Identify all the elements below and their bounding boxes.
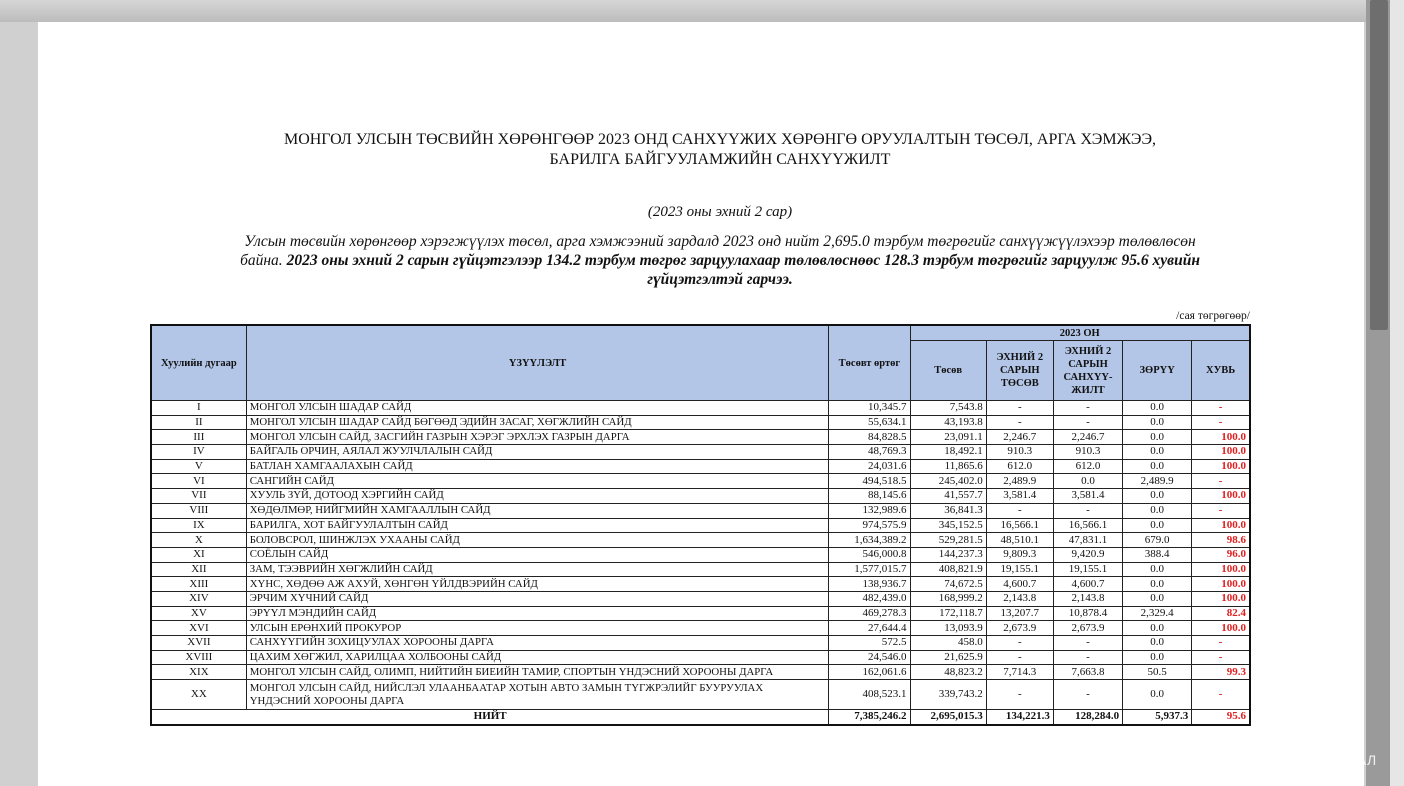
row-name: ХҮНС, ХӨДӨӨ АЖ АХУЙ, ХӨНГӨН ҮЙЛДВЭРИЙН САЙД <box>246 577 829 592</box>
summary-bold-text: 2023 оны эхний 2 сарын гүйцэтгэлээр 134.2 тэрбум төгрөг зарцуулахаар төлөвлөснөөс 128.3 тэрбум төгрөгийг зарцуулж 95.6 хувийн гүйцэтгэлтэй гарчээ. <box>286 252 1200 288</box>
row-plan: 4,600.7 <box>986 577 1053 592</box>
row-percent: - <box>1192 415 1250 430</box>
row-number: XVII <box>151 636 246 651</box>
row-percent: 100.0 <box>1192 489 1250 504</box>
table-row <box>151 606 1250 621</box>
row-difference: 0.0 <box>1123 430 1192 445</box>
row-percent: 100.0 <box>1192 621 1250 636</box>
total-row <box>151 710 1250 725</box>
row-name: САНХҮҮГИЙН ЗОХИЦУУЛАХ ХОРООНЫ ДАРГА <box>246 636 829 651</box>
row-name: ЭРЧИМ ХҮЧНИЙ САЙД <box>246 591 829 606</box>
table-row <box>151 650 1250 665</box>
row-budget: 458.0 <box>910 636 986 651</box>
table-row <box>151 415 1250 430</box>
row-difference: 0.0 <box>1123 577 1192 592</box>
row-financing: 612.0 <box>1053 459 1122 474</box>
header-difference: ЗӨРҮҮ <box>1123 341 1192 401</box>
row-plan: 2,489.9 <box>986 474 1053 489</box>
row-difference: 2,489.9 <box>1123 474 1192 489</box>
row-name: САНГИЙН САЙД <box>246 474 829 489</box>
row-percent: 100.0 <box>1192 577 1250 592</box>
unit-note: /сая төгрөгөөр/ <box>1176 310 1250 322</box>
row-financing: - <box>1053 401 1122 416</box>
row-number: XVIII <box>151 650 246 665</box>
row-number: X <box>151 533 246 548</box>
row-financing: 4,600.7 <box>1053 577 1122 592</box>
row-number: IX <box>151 518 246 533</box>
row-plan: 2,673.9 <box>986 621 1053 636</box>
row-budget: 345,152.5 <box>910 518 986 533</box>
table-row <box>151 459 1250 474</box>
row-difference: 0.0 <box>1123 445 1192 460</box>
table-row <box>151 401 1250 416</box>
row-cost: 84,828.5 <box>829 430 910 445</box>
row-name: БАЙГАЛЬ ОРЧИН, АЯЛАЛ ЖУУЛЧЛАЛЫН САЙД <box>246 445 829 460</box>
row-financing: 3,581.4 <box>1053 489 1122 504</box>
table-row <box>151 518 1250 533</box>
row-number: XIII <box>151 577 246 592</box>
watermark: МОНГОЛ УЛСЫН ИХ ХУРАЛ <box>1180 752 1377 768</box>
table-row <box>151 665 1250 680</box>
row-financing: 10,878.4 <box>1053 606 1122 621</box>
row-plan: 7,714.3 <box>986 665 1053 680</box>
row-name: БАТЛАН ХАМГААЛАХЫН САЙД <box>246 459 829 474</box>
row-difference: 0.0 <box>1123 621 1192 636</box>
row-budget: 529,281.5 <box>910 533 986 548</box>
row-difference: 0.0 <box>1123 636 1192 651</box>
table-row <box>151 503 1250 518</box>
row-percent: 100.0 <box>1192 562 1250 577</box>
row-budget: 172,118.7 <box>910 606 986 621</box>
row-financing: 0.0 <box>1053 474 1122 489</box>
row-number: XV <box>151 606 246 621</box>
summary-plain-text: Улсын төсвийн хөрөнгөөр хэрэгжүүлэх төсөл, арга хэмжээний зардалд 2023 онд нийт 2,695.0 тэрбум төгрөгийг санхүүжүүлэхээр төлөвлөсөн байна. <box>240 233 1196 269</box>
row-budget: 11,865.6 <box>910 459 986 474</box>
table-row <box>151 591 1250 606</box>
header-law-number: Хуулийн дугаар <box>151 325 246 401</box>
row-percent: 100.0 <box>1192 445 1250 460</box>
header-estimated-cost: Төсөвт өртөг <box>829 325 910 401</box>
row-difference: 0.0 <box>1123 680 1192 710</box>
row-name: ЦАХИМ ХӨГЖИЛ, ХАРИЛЦАА ХОЛБООНЫ САЙД <box>246 650 829 665</box>
row-financing: 7,663.8 <box>1053 665 1122 680</box>
row-cost: 10,345.7 <box>829 401 910 416</box>
table-row <box>151 445 1250 460</box>
row-financing: 9,420.9 <box>1053 547 1122 562</box>
row-budget: 168,999.2 <box>910 591 986 606</box>
row-number: XI <box>151 547 246 562</box>
table-row <box>151 474 1250 489</box>
row-number: XVI <box>151 621 246 636</box>
row-percent: 100.0 <box>1192 459 1250 474</box>
row-plan: 3,581.4 <box>986 489 1053 504</box>
row-financing: 2,673.9 <box>1053 621 1122 636</box>
row-cost: 27,644.4 <box>829 621 910 636</box>
row-financing: 910.3 <box>1053 445 1122 460</box>
row-percent: - <box>1192 474 1250 489</box>
row-plan: - <box>986 401 1053 416</box>
row-percent: 82.4 <box>1192 606 1250 621</box>
table-row <box>151 547 1250 562</box>
row-financing: - <box>1053 415 1122 430</box>
total-cost: 7,385,246.2 <box>829 710 910 725</box>
table-body <box>151 401 1250 710</box>
row-budget: 74,672.5 <box>910 577 986 592</box>
table-row <box>151 533 1250 548</box>
row-plan: - <box>986 650 1053 665</box>
row-name: ЗАМ, ТЭЭВРИЙН ХӨГЖЛИЙН САЙД <box>246 562 829 577</box>
row-plan: - <box>986 680 1053 710</box>
financing-table <box>150 324 1251 726</box>
header-year: 2023 ОН <box>910 325 1250 341</box>
row-difference: 0.0 <box>1123 459 1192 474</box>
row-cost: 55,634.1 <box>829 415 910 430</box>
row-cost: 546,000.8 <box>829 547 910 562</box>
row-number: V <box>151 459 246 474</box>
row-plan: 910.3 <box>986 445 1053 460</box>
row-budget: 18,492.1 <box>910 445 986 460</box>
row-financing: 2,143.8 <box>1053 591 1122 606</box>
row-number: II <box>151 415 246 430</box>
row-financing: 47,831.1 <box>1053 533 1122 548</box>
row-difference: 50.5 <box>1123 665 1192 680</box>
table-row <box>151 636 1250 651</box>
total-percent: 95.6 <box>1192 710 1250 725</box>
row-cost: 24,546.0 <box>829 650 910 665</box>
row-number: III <box>151 430 246 445</box>
row-budget: 36,841.3 <box>910 503 986 518</box>
document-subtitle: (2023 оны эхний 2 сар) <box>647 204 793 220</box>
total-label: НИЙТ <box>151 710 829 725</box>
row-percent: 98.6 <box>1192 533 1250 548</box>
right-margin <box>1390 0 1404 786</box>
row-number: IV <box>151 445 246 460</box>
row-financing: - <box>1053 636 1122 651</box>
total-budget: 2,695,015.3 <box>910 710 986 725</box>
row-plan: 2,246.7 <box>986 430 1053 445</box>
row-plan: 48,510.1 <box>986 533 1053 548</box>
table-row <box>151 489 1250 504</box>
table-row <box>151 577 1250 592</box>
row-percent: 100.0 <box>1192 430 1250 445</box>
total-plan: 134,221.3 <box>986 710 1053 725</box>
row-difference: 679.0 <box>1123 533 1192 548</box>
row-plan: 19,155.1 <box>986 562 1053 577</box>
table-row <box>151 621 1250 636</box>
row-number: XIV <box>151 591 246 606</box>
row-difference: 0.0 <box>1123 562 1192 577</box>
row-difference: 0.0 <box>1123 650 1192 665</box>
header-indicator: ҮЗҮҮЛЭЛТ <box>246 325 829 401</box>
row-budget: 144,237.3 <box>910 547 986 562</box>
row-number: XX <box>151 680 246 710</box>
row-name: БОЛОВСРОЛ, ШИНЖЛЭХ УХААНЫ САЙД <box>246 533 829 548</box>
row-percent: 100.0 <box>1192 518 1250 533</box>
row-name: МОНГОЛ УЛСЫН САЙД, ОЛИМП, НИЙТИЙН БИЕИЙН ТАМИР, СПОРТЫН ҮНДЭСНИЙ ХОРООНЫ ДАРГА <box>246 665 829 680</box>
row-difference: 0.0 <box>1123 415 1192 430</box>
row-name: МОНГОЛ УЛСЫН ШАДАР САЙД <box>246 401 829 416</box>
row-budget: 13,093.9 <box>910 621 986 636</box>
row-budget: 7,543.8 <box>910 401 986 416</box>
row-number: XII <box>151 562 246 577</box>
table-row <box>151 562 1250 577</box>
table-row <box>151 680 1250 710</box>
row-financing: - <box>1053 503 1122 518</box>
row-name: ЭРҮҮЛ МЭНДИЙН САЙД <box>246 606 829 621</box>
row-cost: 572.5 <box>829 636 910 651</box>
document-title: МОНГОЛ УЛСЫН ТӨСВИЙН ХӨРӨНГӨӨР 2023 ОНД САНХҮҮЖИХ ХӨРӨНГӨ ОРУУЛАЛТЫН ТӨСӨЛ, АРГА ХЭМЖЭЭ, БАРИЛГА БАЙГУУЛАМЖИЙН САНХҮҮЖИЛТ <box>283 131 1157 168</box>
row-cost: 408,523.1 <box>829 680 910 710</box>
row-difference: 0.0 <box>1123 503 1192 518</box>
row-plan: 612.0 <box>986 459 1053 474</box>
row-financing: 16,566.1 <box>1053 518 1122 533</box>
row-cost: 1,634,389.2 <box>829 533 910 548</box>
row-budget: 23,091.1 <box>910 430 986 445</box>
row-cost: 88,145.6 <box>829 489 910 504</box>
row-budget: 245,402.0 <box>910 474 986 489</box>
row-name: МОНГОЛ УЛСЫН ШАДАР САЙД БӨГӨӨД ЭДИЙН ЗАСАГ, ХӨГЖЛИЙН САЙД <box>246 415 829 430</box>
header-percent: ХУВЬ <box>1192 341 1250 401</box>
row-budget: 339,743.2 <box>910 680 986 710</box>
row-budget: 41,557.7 <box>910 489 986 504</box>
row-cost: 1,577,015.7 <box>829 562 910 577</box>
row-number: XIX <box>151 665 246 680</box>
row-plan: 16,566.1 <box>986 518 1053 533</box>
row-budget: 43,193.8 <box>910 415 986 430</box>
row-cost: 974,575.9 <box>829 518 910 533</box>
row-percent: 100.0 <box>1192 591 1250 606</box>
table-row <box>151 430 1250 445</box>
scrollbar-thumb[interactable] <box>1370 0 1388 330</box>
row-cost: 24,031.6 <box>829 459 910 474</box>
row-plan: 9,809.3 <box>986 547 1053 562</box>
row-budget: 21,625.9 <box>910 650 986 665</box>
row-financing: - <box>1053 650 1122 665</box>
header-two-month-plan: ЭХНИЙ 2 САРЫН ТӨСӨВ <box>986 341 1053 401</box>
row-number: VII <box>151 489 246 504</box>
row-difference: 388.4 <box>1123 547 1192 562</box>
row-financing: 2,246.7 <box>1053 430 1122 445</box>
row-name: УЛСЫН ЕРӨНХИЙ ПРОКУРОР <box>246 621 829 636</box>
row-plan: 2,143.8 <box>986 591 1053 606</box>
row-financing: - <box>1053 680 1122 710</box>
header-budget: Төсөв <box>910 341 986 401</box>
row-percent: - <box>1192 650 1250 665</box>
row-percent: - <box>1192 636 1250 651</box>
row-cost: 138,936.7 <box>829 577 910 592</box>
row-cost: 162,061.6 <box>829 665 910 680</box>
row-percent: 96.0 <box>1192 547 1250 562</box>
row-difference: 0.0 <box>1123 591 1192 606</box>
viewer-top-bar <box>0 0 1404 22</box>
row-cost: 132,989.6 <box>829 503 910 518</box>
row-cost: 494,518.5 <box>829 474 910 489</box>
row-difference: 0.0 <box>1123 518 1192 533</box>
row-name: СОЁЛЫН САЙД <box>246 547 829 562</box>
row-financing: 19,155.1 <box>1053 562 1122 577</box>
row-name: ХУУЛЬ ЗҮЙ, ДОТООД ХЭРГИЙН САЙД <box>246 489 829 504</box>
row-name: МОНГОЛ УЛСЫН САЙД, НИЙСЛЭЛ УЛААНБААТАР ХОТЫН АВТО ЗАМЫН ТҮГЖРЭЛИЙГ БУУРУУЛАХ ҮНДЭСНИЙ ХОРООНЫ ДАРГА <box>246 680 829 710</box>
header-two-month-financing: ЭХНИЙ 2 САРЫН САНХҮҮ-ЖИЛТ <box>1053 341 1122 401</box>
row-percent: - <box>1192 401 1250 416</box>
row-plan: 13,207.7 <box>986 606 1053 621</box>
row-budget: 408,821.9 <box>910 562 986 577</box>
row-cost: 482,439.0 <box>829 591 910 606</box>
row-name: ХӨДӨЛМӨР, НИЙГМИЙН ХАМГААЛЛЫН САЙД <box>246 503 829 518</box>
row-plan: - <box>986 415 1053 430</box>
row-difference: 0.0 <box>1123 401 1192 416</box>
row-difference: 0.0 <box>1123 489 1192 504</box>
row-plan: - <box>986 503 1053 518</box>
row-percent: - <box>1192 680 1250 710</box>
row-name: БАРИЛГА, ХОТ БАЙГУУЛАЛТЫН САЙД <box>246 518 829 533</box>
row-budget: 48,823.2 <box>910 665 986 680</box>
total-financing: 128,284.0 <box>1053 710 1122 725</box>
row-difference: 2,329.4 <box>1123 606 1192 621</box>
total-difference: 5,937.3 <box>1123 710 1192 725</box>
row-percent: 99.3 <box>1192 665 1250 680</box>
row-cost: 469,278.3 <box>829 606 910 621</box>
row-plan: - <box>986 636 1053 651</box>
row-number: I <box>151 401 246 416</box>
row-number: VIII <box>151 503 246 518</box>
row-percent: - <box>1192 503 1250 518</box>
document-summary <box>240 232 1200 289</box>
row-name: МОНГОЛ УЛСЫН САЙД, ЗАСГИЙН ГАЗРЫН ХЭРЭГ ЭРХЛЭХ ГАЗРЫН ДАРГА <box>246 430 829 445</box>
row-cost: 48,769.3 <box>829 445 910 460</box>
row-number: VI <box>151 474 246 489</box>
